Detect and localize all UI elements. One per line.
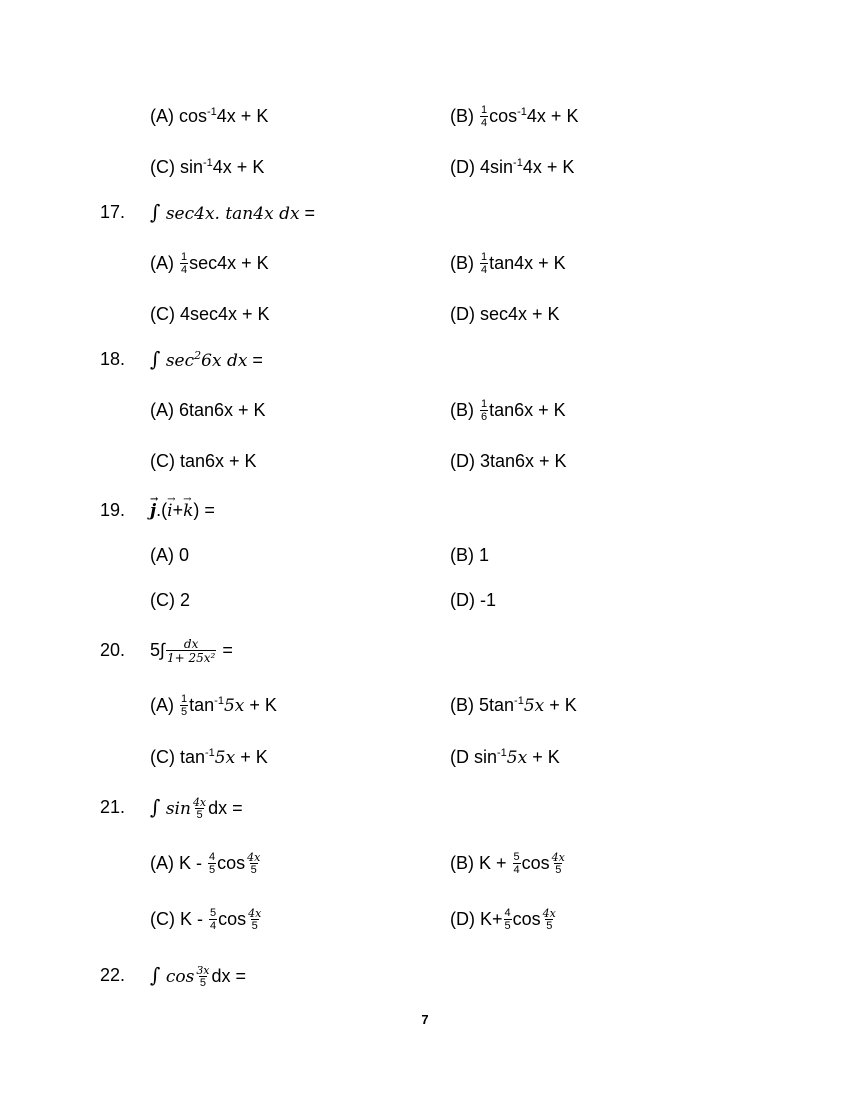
q21-options-row-2	[0, 904, 850, 934]
q21-option-c: (C) K - $\frac{5}{4}$ cos $\frac{4x}{5}$	[150, 907, 262, 933]
question-number: 22.	[100, 965, 126, 985]
q19-options-row-1	[0, 540, 850, 570]
q18-options-row-2	[0, 446, 850, 476]
q18-option-c: (C) tan6x + K	[150, 451, 257, 471]
q20-options-row-1	[0, 690, 850, 720]
question-stem: ∫ sec4x. tan4x dx =	[150, 200, 316, 224]
q20-option-a: (A) $\frac{1}{5}$ $\tan^{-1}5x + K$	[150, 693, 277, 719]
question-19	[0, 495, 850, 525]
q18-options-row-1	[0, 395, 850, 425]
q17-options-row-1	[0, 248, 850, 278]
q17-option-c: (C) 4sec4x + K	[150, 304, 270, 324]
q18-option-b: (B) $\frac{1}{6}$ tan6x + K	[450, 398, 566, 424]
question-stem: ∫ cos $\frac{3x}{5}$ dx =	[150, 963, 247, 990]
q20-option-c: (C) $\tan^{-1}5x + K$	[150, 747, 268, 768]
question-22	[0, 960, 850, 990]
question-number: 19.	[100, 500, 126, 520]
q21-option-a: (A) K - $\frac{4}{5}$ cos $\frac{4x}{5}$	[150, 851, 261, 877]
question-number: 21.	[100, 797, 126, 817]
question-number: 18.	[100, 349, 126, 369]
q17-option-a: (A) $\frac{1}{4}$ sec4x + K	[150, 251, 269, 277]
q20-option-d: (D $\sin^{-1}5x + K$	[450, 747, 560, 768]
q17-option-d: (D) sec4x + K	[450, 304, 560, 324]
question-20	[0, 635, 850, 665]
q20-options-row-2	[0, 742, 850, 772]
q19-option-d: (D) -1	[450, 590, 496, 610]
q21-option-b: (B) K + $\frac{5}{4}$ cos $\frac{4x}{5}$	[450, 851, 565, 877]
q16-options-row-2	[0, 152, 850, 182]
q19-option-b: (B) 1	[450, 545, 490, 565]
question-number: 17.	[100, 202, 126, 222]
question-21	[0, 792, 850, 822]
q19-options-row-2	[0, 585, 850, 615]
question-18	[0, 344, 850, 374]
q16-options-row-1	[0, 101, 850, 131]
question-stem: ∫ $\sec^26x$ dx =	[150, 347, 263, 371]
question-17	[0, 197, 850, 227]
q20-option-b: (B) $5\tan^{-1}5x + K$	[450, 695, 577, 716]
question-stem: ∫ sin $\frac{4x}{5}$ dx =	[150, 795, 243, 822]
q16-option-c: (C) $\sin^{-1}4x + K$	[150, 157, 265, 177]
q18-option-d: (D) 3tan6x + K	[450, 451, 567, 471]
q19-option-a: (A) 0	[150, 545, 190, 565]
q16-option-d: (D) $4\sin^{-1}4x + K$	[450, 157, 575, 177]
q19-option-c: (C) 2	[150, 590, 190, 610]
question-stem: → j.(→ i+→ k) =	[150, 495, 215, 526]
q21-option-d: (D) K+ $\frac{4}{5}$ cos $\frac{4x}{5}$	[450, 907, 556, 933]
q16-option-b: (B) $\frac{1}{4}$ $\cos^{-1}4x + K$	[450, 104, 579, 130]
q21-options-row-1	[0, 848, 850, 878]
question-number: 20.	[100, 640, 126, 660]
q17-options-row-2	[0, 299, 850, 329]
q16-option-a: (A) $\cos^{-1}4x + K$	[150, 106, 269, 126]
question-stem: 5∫ $\frac{dx}{\text{1+ 25x²}}$ =	[150, 637, 233, 666]
page-number: 7	[421, 1012, 429, 1027]
q18-option-a: (A) 6tan6x + K	[150, 400, 266, 420]
q17-option-b: (B) $\frac{1}{4}$ tan4x + K	[450, 251, 566, 277]
